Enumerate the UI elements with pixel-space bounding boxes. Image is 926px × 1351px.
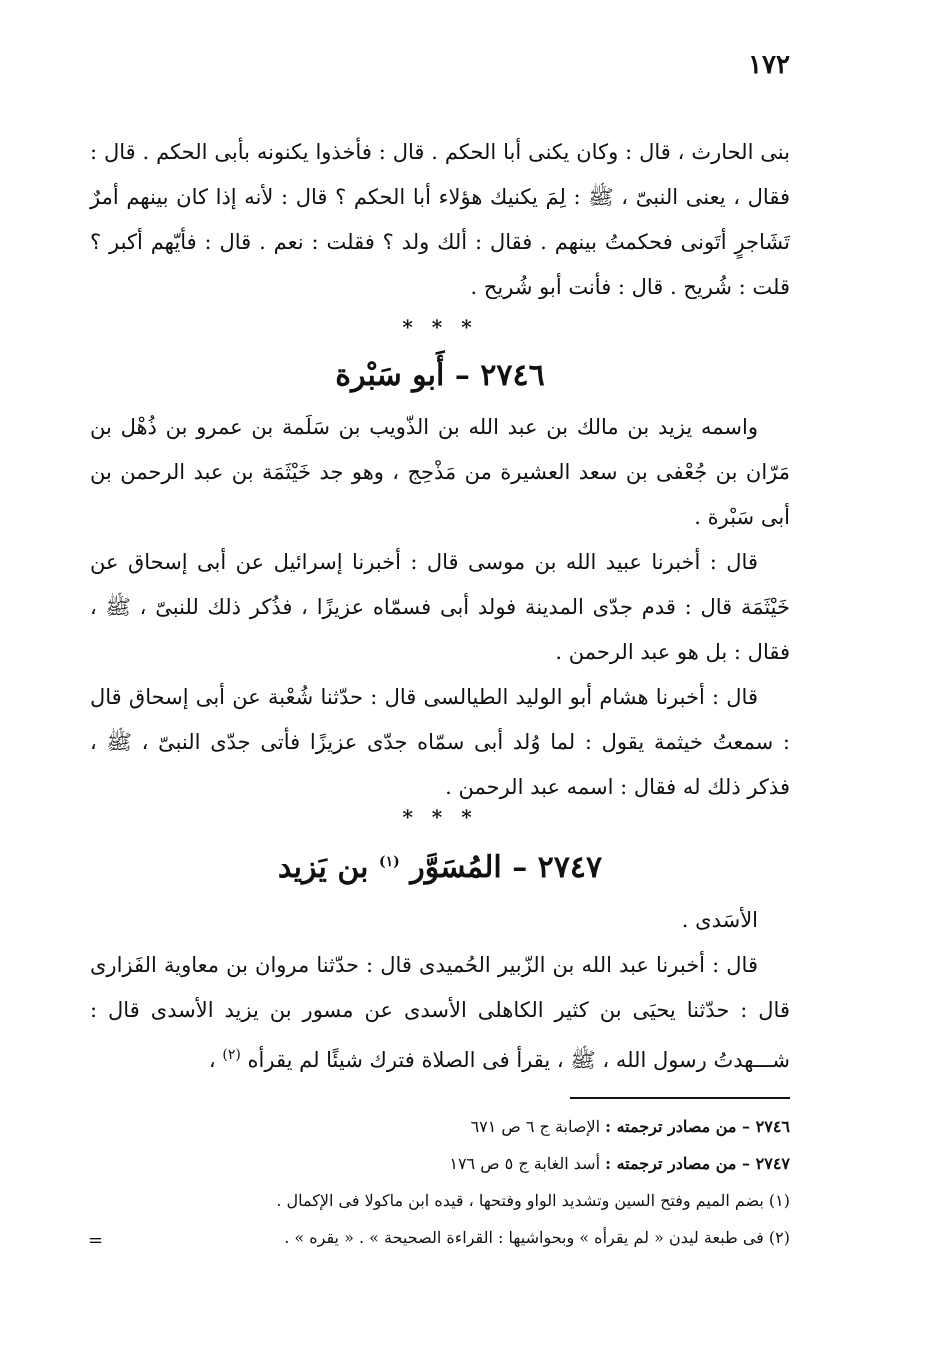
continued-paragraph: بنى الحارث ، قال : وكان يكنى أبا الحكم . قال : فأخذوا يكنونه بأبى الحكم . قال : فقال ، يعنى النبىّ ، ﷺ : لِمَ يكنيك هؤلاء أبا الحكم ؟ قال : لأنه إذا كان بينهم أمرٌ تَشَاجرٍ أتَونى فحكمتُ بينهم . فقال : ألك ولد ؟ فقلت : نعم . قال : فأيّهم أكبر ؟ قلت : شُريح . قال : فأنت أبو شُريح . [90, 140, 790, 299]
footnote-source-label: ٢٧٤٧ – من مصادر ترجمته : [605, 1154, 790, 1173]
entry-2747-paragraph-tail: ، [208, 1048, 216, 1072]
section-separator: * * * [402, 315, 478, 339]
entry-heading-2747 [90, 850, 790, 885]
entry-2746-paragraph: قال : أخبرنا هشام أبو الوليد الطيالسى قال : حدّثنا شُعْبة عن أبى إسحاق قال : سمعتُ خيثمة يقول : لما وُلد أبى سمّاه جدّى عزيزًا فأتى جدّى النبىّ ، ﷺ ، فذكر ذلك له فقال : اسمه عبد الرحمن . [90, 685, 790, 799]
section-separator: * * * [402, 805, 478, 829]
continued-text-block [90, 130, 790, 310]
entry-2747-paragraph-text: قال : أخبرنا عبد الله بن الزّبير الحُميدى قال : حدّثنا مروان بن معاوية الفَزارى قال : حدّثنا يحيَى بن كثير الكاهلى الأسدى عن مسور بن يزيد الأسدى قال : شـــهدتُ رسول الله ، ﷺ ، يقرأ فى الصلاة فترك شيئًا لم يقرأه [90, 953, 790, 1072]
footnote-1: (١) بضم الميم وفتح السين وتشديد الواو وفتحها ، قيده ابن ماكولا فى الإكمال . [276, 1191, 790, 1210]
heading-tail-text: بن يَزيد [277, 850, 369, 885]
footnote-source-label: ٢٧٤٦ – من مصادر ترجمته : [605, 1117, 790, 1136]
entry-2746-body [90, 405, 790, 810]
footnote-source-value: أسد الغابة ج ٥ ص ١٧٦ [449, 1154, 601, 1173]
entry-2746-paragraph: قال : أخبرنا عبيد الله بن موسى قال : أخبرنا إسرائيل عن أبى إسحاق عن خَيْثَمَة قال : قدم جدّى المدينة فولد أبى فسمّاه عزيزًا ، فذُكر ذلك للنبىّ ، ﷺ ، فقال : بل هو عبد الرحمن . [90, 550, 790, 664]
entry-heading-2746: ٢٧٤٦ – أَبو سَبْرة [335, 358, 545, 393]
footnote-2: (٢) فى طبعة ليدن « لم يقرأه » وبحواشيها : القراءة الصحيحة » . « يقره » . [284, 1228, 790, 1247]
footnote-source-2747 [90, 1145, 790, 1182]
entry-2747-paragraph: الأسَدى . [681, 908, 758, 932]
entry-2746-paragraph: واسمه يزيد بن مالك بن عبد الله بن الذّويب بن سَلَمة بن عمرو بن ذُهْل بن مَرّان بن جُعْفى بن سعد العشيرة من مَذْحِج ، وهو جد خَيْثَمَة بن عبد الرحمن بن أبى سَبْرة . [90, 415, 790, 529]
entry-2747-paragraph [90, 943, 790, 1083]
footnote-ref-2: (٢) [222, 1047, 241, 1063]
footnotes-section [90, 1108, 790, 1256]
page-number: ١٧٢ [748, 50, 790, 80]
entry-2747-body [90, 898, 790, 1083]
footnote-source-2746 [90, 1108, 790, 1145]
continuation-mark: = [88, 1230, 104, 1251]
footnote-ref-1: (١) [378, 854, 400, 870]
footnote-divider [570, 1097, 790, 1099]
footnote-source-value: الإصابة ج ٦ ص ٦٧١ [470, 1117, 601, 1136]
heading-main-text: ٢٧٤٧ – المُسَوَّر [410, 850, 603, 885]
